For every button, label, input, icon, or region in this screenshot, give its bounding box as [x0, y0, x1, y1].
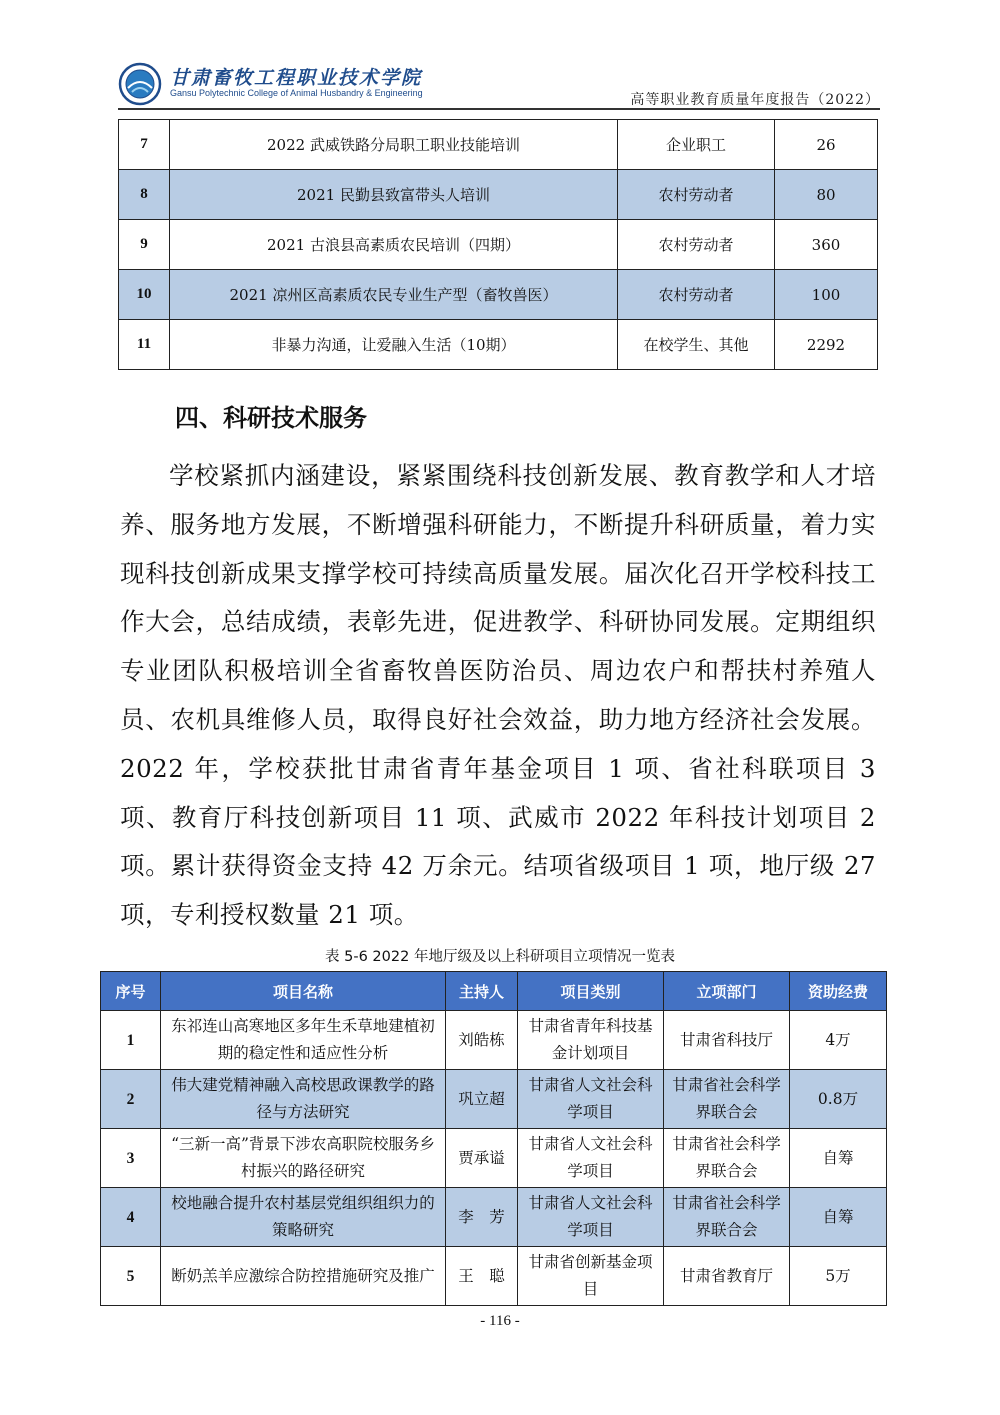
- project-category: 甘肃省青年科技基金计划项目: [518, 1011, 664, 1070]
- table-row: [101, 1247, 887, 1306]
- table-row: [119, 170, 878, 220]
- section-heading: 四、科研技术服务: [175, 404, 367, 432]
- row-number: 9: [119, 220, 170, 270]
- column-header: 资助经费: [790, 972, 887, 1011]
- training-name: 2021 古浪县高素质农民培训（四期）: [170, 220, 618, 270]
- column-header: 主持人: [446, 972, 518, 1011]
- training-name: 2021 凉州区高素质农民专业生产型（畜牧兽医）: [170, 270, 618, 320]
- table-row: [101, 1188, 887, 1247]
- table-row: [101, 1011, 887, 1070]
- school-logo-icon: [118, 62, 162, 106]
- project-category: 甘肃省人文社会科学项目: [518, 1188, 664, 1247]
- school-name-en: Gansu Polytechnic College of Animal Husbandry & Engineering: [170, 88, 423, 98]
- training-target: 企业职工: [618, 120, 775, 170]
- project-dept: 甘肃省社会科学界联合会: [664, 1070, 790, 1129]
- training-count: 360: [775, 220, 878, 270]
- row-number: 5: [101, 1247, 161, 1306]
- training-count: 80: [775, 170, 878, 220]
- table-row: [101, 1070, 887, 1129]
- project-host: 贾承谥: [446, 1129, 518, 1188]
- research-table: [100, 971, 887, 1306]
- project-fund: 5万: [790, 1247, 887, 1306]
- column-header: 序号: [101, 972, 161, 1011]
- project-dept: 甘肃省社会科学界联合会: [664, 1188, 790, 1247]
- table-row: [119, 120, 878, 170]
- project-category: 甘肃省创新基金项目: [518, 1247, 664, 1306]
- section-paragraph: 学校紧抓内涵建设，紧紧围绕科技创新发展、教育教学和人才培养、服务地方发展，不断增强科研能力，不断提升科研质量，着力实现科技创新成果支撑学校可持续高质量发展。届次化召开学校科技工作大会，总结成绩，表彰先进，促进教学、科研协同发展。定期组织专业团队积极培训全省畜牧兽医防治员、周边农户和帮扶村养殖人员、农机具维修人员，取得良好社会效益，助力地方经济社会发展。2022 年，学校获批甘肃省青年基金项目 1 项、省社科联项目 3 项、教育厅科技创新项目 11 项、武威市 2022 年科技计划项目 2 项。累计获得资金支持 42 万余元。结项省级项目 1 项，地厅级 27 项，专利授权数量 21 项。: [120, 461, 876, 930]
- project-category: 甘肃省人文社会科学项目: [518, 1070, 664, 1129]
- project-host: 李 芳: [446, 1188, 518, 1247]
- column-header: 立项部门: [664, 972, 790, 1011]
- project-name: “三新一高”背景下涉农高职院校服务乡村振兴的路径研究: [161, 1129, 446, 1188]
- training-table: [118, 119, 878, 370]
- table-row: [119, 220, 878, 270]
- row-number: 7: [119, 120, 170, 170]
- training-count: 2292: [775, 320, 878, 370]
- training-target: 农村劳动者: [618, 220, 775, 270]
- table-row: [119, 270, 878, 320]
- project-dept: 甘肃省科技厅: [664, 1011, 790, 1070]
- row-number: 2: [101, 1070, 161, 1129]
- row-number: 8: [119, 170, 170, 220]
- training-name: 2021 民勤县致富带头人培训: [170, 170, 618, 220]
- training-name: 2022 武威铁路分局职工职业技能培训: [170, 120, 618, 170]
- page-header: [118, 56, 880, 112]
- project-name: 断奶羔羊应激综合防控措施研究及推广: [161, 1247, 446, 1306]
- row-number: 10: [119, 270, 170, 320]
- project-category: 甘肃省人文社会科学项目: [518, 1129, 664, 1188]
- row-number: 1: [101, 1011, 161, 1070]
- table-header-row: [101, 972, 887, 1011]
- column-header: 项目类别: [518, 972, 664, 1011]
- project-host: 刘皓栋: [446, 1011, 518, 1070]
- school-name-cn: 甘肃畜牧工程职业技术学院: [170, 67, 423, 89]
- table-caption: 表 5-6 2022 年地厅级及以上科研项目立项情况一览表: [325, 949, 675, 965]
- project-name: 东祁连山高寒地区多年生禾草地建植初期的稳定性和适应性分析: [161, 1011, 446, 1070]
- training-name: 非暴力沟通，让爱融入生活（10期）: [170, 320, 618, 370]
- table-row: [101, 1129, 887, 1188]
- project-fund: 0.8万: [790, 1070, 887, 1129]
- training-target: 农村劳动者: [618, 170, 775, 220]
- report-title: 高等职业教育质量年度报告（2022）: [630, 92, 880, 108]
- training-count: 100: [775, 270, 878, 320]
- project-dept: 甘肃省社会科学界联合会: [664, 1129, 790, 1188]
- project-fund: 自筹: [790, 1188, 887, 1247]
- row-number: 3: [101, 1129, 161, 1188]
- training-count: 26: [775, 120, 878, 170]
- column-header: 项目名称: [161, 972, 446, 1011]
- training-target: 在校学生、其他: [618, 320, 775, 370]
- project-fund: 自筹: [790, 1129, 887, 1188]
- project-name: 校地融合提升农村基层党组织组织力的策略研究: [161, 1188, 446, 1247]
- training-target: 农村劳动者: [618, 270, 775, 320]
- header-divider: [118, 108, 880, 110]
- row-number: 4: [101, 1188, 161, 1247]
- page-number: - 116 -: [480, 1313, 520, 1329]
- table-row: [119, 320, 878, 370]
- project-host: 巩立超: [446, 1070, 518, 1129]
- row-number: 11: [119, 320, 170, 370]
- project-fund: 4万: [790, 1011, 887, 1070]
- project-name: 伟大建党精神融入高校思政课教学的路径与方法研究: [161, 1070, 446, 1129]
- project-dept: 甘肃省教育厅: [664, 1247, 790, 1306]
- project-host: 王 聪: [446, 1247, 518, 1306]
